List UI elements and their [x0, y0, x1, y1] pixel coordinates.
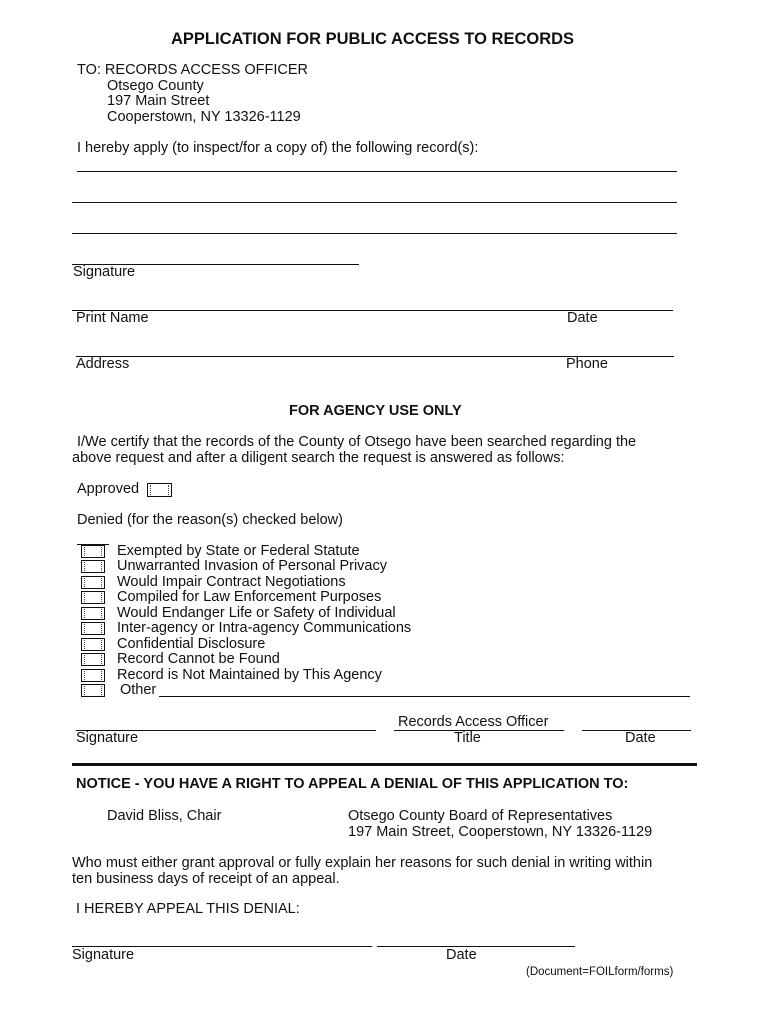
- reason-label: Unwarranted Invasion of Personal Privacy: [117, 558, 387, 574]
- record-line-2[interactable]: [72, 202, 677, 203]
- reason-label: Record is Not Maintained by This Agency: [117, 667, 382, 683]
- reason-label: Exempted by State or Federal Statute: [117, 543, 360, 559]
- officer-title-value: Records Access Officer: [398, 714, 549, 730]
- reason-checkbox[interactable]: [81, 653, 105, 666]
- reason-label: Would Impair Contract Negotiations: [117, 574, 346, 590]
- reason-checkbox[interactable]: [81, 638, 105, 651]
- reason-label: Would Endanger Life or Safety of Individual: [117, 605, 396, 621]
- reason-checkbox[interactable]: [81, 607, 105, 620]
- reason-label: Inter-agency or Intra-agency Communications: [117, 620, 412, 636]
- board-name: Otsego County Board of Representatives: [348, 808, 613, 824]
- notice-heading: NOTICE - YOU HAVE A RIGHT TO APPEAL A DENIAL OF THIS APPLICATION TO:: [76, 776, 629, 792]
- explain-line-2: ten business days of receipt of an appeal.: [72, 871, 340, 887]
- reason-checkbox[interactable]: [81, 622, 105, 635]
- certify-line-1: I/We certify that the records of the County of Otsego have been searched regarding the: [77, 434, 637, 450]
- reason-checkbox[interactable]: [81, 669, 105, 682]
- address-label: Address: [76, 356, 130, 372]
- reason-label: Compiled for Law Enforcement Purposes: [117, 589, 382, 605]
- print-name-label: Print Name: [76, 310, 149, 326]
- reason-label-other: Other: [120, 682, 157, 698]
- footer-note: (Document=FOILform/forms): [526, 966, 674, 978]
- section-divider: [72, 763, 697, 766]
- reason-checkbox[interactable]: [81, 560, 105, 573]
- to-street: 197 Main Street: [107, 93, 210, 109]
- agency-heading: FOR AGENCY USE ONLY: [289, 403, 462, 419]
- page-title: APPLICATION FOR PUBLIC ACCESS TO RECORDS: [171, 30, 575, 48]
- request-text: I hereby apply (to inspect/for a copy of) the following record(s):: [77, 140, 479, 156]
- approved-checkbox[interactable]: [147, 483, 172, 497]
- record-line-3[interactable]: [72, 233, 677, 234]
- reason-label: Record Cannot be Found: [117, 651, 280, 667]
- board-address: 197 Main Street, Cooperstown, NY 13326-1129: [348, 824, 653, 840]
- explain-line-1: Who must either grant approval or fully explain her reasons for such denial in writing within: [72, 855, 653, 871]
- approved-label: Approved: [77, 481, 140, 497]
- to-line: TO: RECORDS ACCESS OFFICER: [77, 62, 308, 78]
- certify-line-2: above request and after a diligent search the request is answered as follows:: [72, 450, 565, 466]
- to-county: Otsego County: [107, 78, 204, 94]
- title-label: Title: [454, 730, 481, 746]
- chair-name: David Bliss, Chair: [107, 808, 222, 824]
- appeal-text: I HEREBY APPEAL THIS DENIAL:: [76, 901, 300, 917]
- appeal-signature-label: Signature: [72, 947, 135, 963]
- record-line-1[interactable]: [77, 171, 677, 172]
- reason-checkbox[interactable]: [81, 545, 105, 558]
- officer-date-label: Date: [625, 730, 656, 746]
- phone-label: Phone: [566, 356, 608, 372]
- denied-label: Denied (for the reason(s) checked below): [77, 512, 343, 528]
- date-label: Date: [567, 310, 598, 326]
- reason-checkbox[interactable]: [81, 576, 105, 589]
- reason-checkbox[interactable]: [81, 591, 105, 604]
- appeal-date-label: Date: [446, 947, 477, 963]
- signature-label: Signature: [73, 264, 136, 280]
- officer-signature-label: Signature: [76, 730, 139, 746]
- other-line[interactable]: [159, 696, 690, 697]
- to-city: Cooperstown, NY 13326-1129: [107, 109, 301, 125]
- reason-label: Confidential Disclosure: [117, 636, 266, 652]
- reason-checkbox[interactable]: [81, 684, 105, 697]
